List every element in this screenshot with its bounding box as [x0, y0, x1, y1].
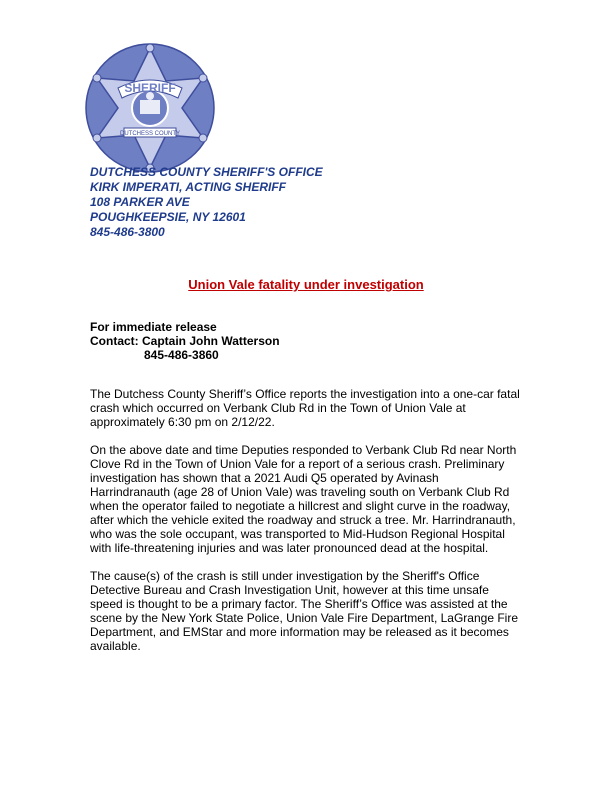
press-release-body	[90, 387, 530, 667]
sheriff-badge-logo	[84, 42, 216, 174]
text-line: crash which occurred on Verbank Club Rd in the Town of Union Vale at	[90, 401, 466, 415]
text-line: with life-threatening injuries and was later pronounced dead at the hospital.	[90, 541, 489, 555]
text-line: The cause(s) of the crash is still under investigation by the Sheriff's Office	[90, 569, 480, 583]
text-line: Detective Bureau and Crash Investigation Unit, however at this time unsafe	[90, 583, 489, 597]
paragraph-1	[90, 387, 530, 429]
city-state-zip: POUGHKEEPSIE, NY 12601	[90, 210, 246, 224]
badge-sheriff-text: SHERIFF	[124, 81, 176, 95]
text-line: who was the sole occupant, was transported to Mid-Hudson Regional Hospital	[90, 527, 505, 541]
text-line: when the operator failed to negotiate a hillcrest and slight curve in the roadway,	[90, 499, 511, 513]
text-line: investigation has shown that a 2021 Audi Q5 operated by Avinash	[90, 471, 439, 485]
street-address: 108 PARKER AVE	[90, 195, 190, 209]
office-phone: 845-486-3800	[90, 225, 165, 239]
paragraph-3	[90, 569, 530, 653]
text-line: Clove Rd in the Town of Union Vale for a report of a serious crash. Preliminary	[90, 457, 505, 471]
contact-phone: 845-486-3860	[144, 348, 219, 362]
office-name: DUTCHESS COUNTY SHERIFF'S OFFICE	[90, 165, 323, 179]
text-line: Department, and EMStar and more information may be released as it becomes	[90, 625, 509, 639]
sheriff-name: KIRK IMPERATI, ACTING SHERIFF	[90, 180, 286, 194]
office-header	[90, 165, 323, 240]
text-line: On the above date and time Deputies responded to Verbank Club Rd near North	[90, 443, 517, 457]
text-line: available.	[90, 639, 141, 653]
text-line: after which the vehicle exited the roadway and struck a tree. Mr. Harrindranauth,	[90, 513, 516, 527]
badge-county-text: DUTCHESS COUNTY	[119, 131, 181, 137]
release-status: For immediate release	[90, 320, 217, 334]
press-release-headline: Union Vale fatality under investigation	[188, 277, 424, 292]
text-line: speed is thought to be a primary factor. The Sheriff’s Office was assisted at the	[90, 597, 508, 611]
text-line: approximately 6:30 pm on 2/12/22.	[90, 415, 275, 429]
release-info	[90, 320, 280, 362]
text-line: Harrindranauth (age 28 of Union Vale) was traveling south on Verbank Club Rd	[90, 485, 510, 499]
text-line: The Dutchess County Sheriff’s Office reports the investigation into a one-car fatal	[90, 387, 520, 401]
contact-name: Contact: Captain John Watterson	[90, 334, 280, 348]
text-line: scene by the New York State Police, Union Vale Fire Department, LaGrange Fire	[90, 611, 518, 625]
paragraph-2	[90, 443, 530, 555]
